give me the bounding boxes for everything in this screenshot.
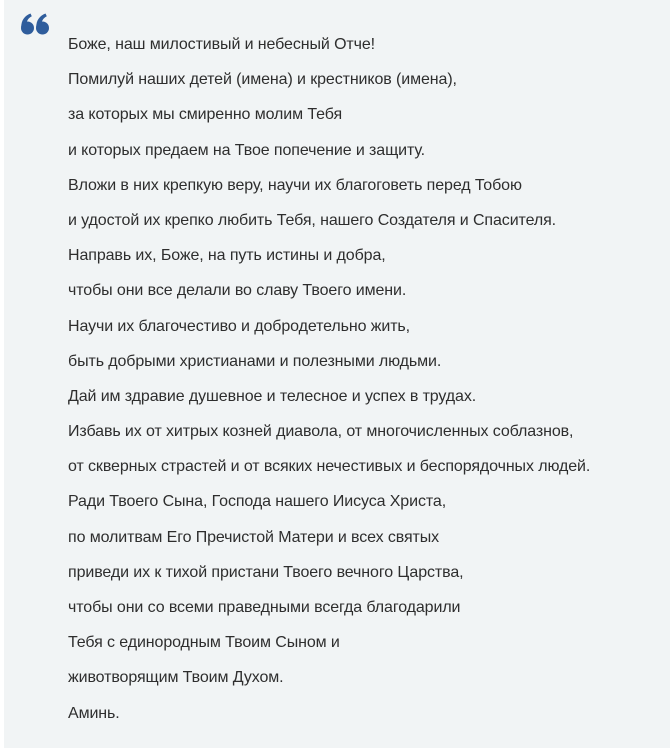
prayer-text (68, 27, 590, 731)
text-line: Ради Твоего Сына, Господа нашего Иисуса Христа, (68, 493, 447, 511)
text-line: Тебя с единородным Твоим Сыном и (68, 634, 340, 652)
quote-mark-icon (19, 8, 51, 38)
text-line: приведи их к тихой пристани Твоего вечного Царства, (68, 563, 464, 581)
text-line: Вложи в них крепкую веру, научи их благоговеть перед Тобою (68, 176, 522, 194)
text-line: Избавь их от хитрых козней диавола, от многочисленных соблазнов, (68, 423, 574, 441)
text-line: и удостой их крепко любить Тебя, нашего Создателя и Спасителя. (68, 211, 556, 229)
text-line: от скверных страстей и от всяких нечестивых и беспорядочных людей. (68, 458, 591, 476)
text-line: Аминь. (68, 704, 120, 722)
text-line: Боже, наш милостивый и небесный Отче! (68, 36, 376, 53)
text-line: чтобы они со всеми праведными всегда благодарили (68, 599, 461, 616)
text-line: за которых мы смиренно молим Тебя (68, 106, 343, 124)
text-line: Дай им здравие душевное и телесное и успех в трудах. (68, 387, 477, 405)
text-line: Помилуй наших детей (имена) и крестников (имена), (68, 71, 457, 89)
text-line: Направь их, Боже, на путь истины и добра, (68, 247, 386, 265)
text-line: быть добрыми христианами и полезными людьми. (68, 352, 442, 370)
text-line: и которых предаем на Твое попечение и защиту. (68, 141, 426, 159)
text-line: чтобы они все делали во славу Твоего имени. (68, 282, 407, 300)
text-line: животворящим Твоим Духом. (68, 669, 284, 687)
text-line: по молитвам Его Пречистой Матери и всех святых (68, 528, 440, 546)
text-line: Научи их благочестиво и добродетельно жить, (68, 317, 410, 335)
